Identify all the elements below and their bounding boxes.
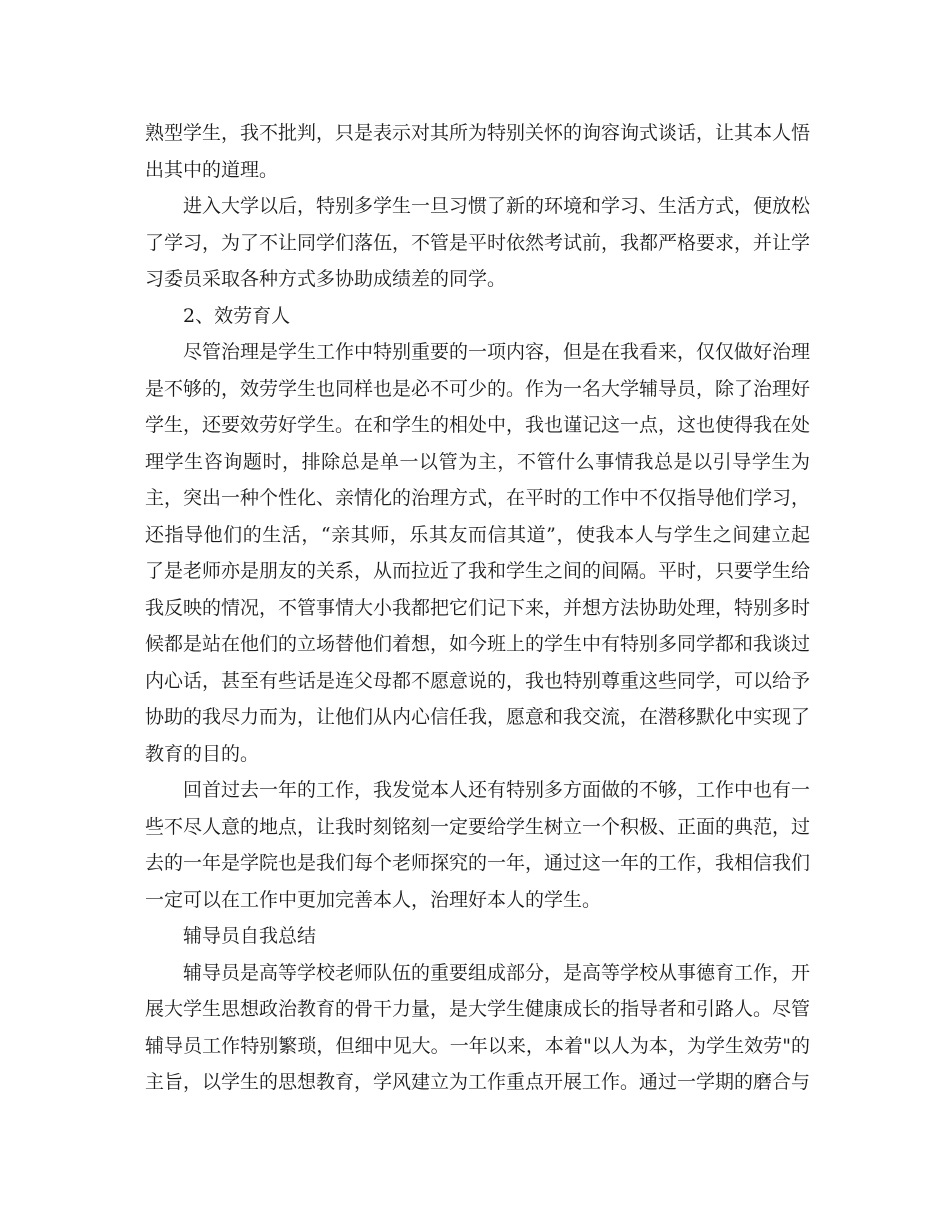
paragraph-continuation: 熟型学生，我不批判，只是表示对其所为特别关怀的询容询式谈话，让其本人悟出其中的道理。 xyxy=(145,122,811,181)
document-body xyxy=(145,115,810,1101)
section-heading-summary: 辅导员自我总结 xyxy=(183,925,317,947)
paragraph-service: 尽管治理是学生工作中特别重要的一项内容，但是在我看来，仅仅做好治理是不够的，效劳学生也同样也是必不可少的。作为一名大学辅导员，除了治理好学生，还要效劳好学生。在和学生的相处中，我也谨记这一点，这也使得我在处理学生咨询题时，排除总是单一以管为主，不管什么事情我总是以引导学生为主，突出一种个性化、亲情化的治理方式，在平时的工作中不仅指导他们学习，还指导他们的生活，“亲其师，乐其友而信其道”，使我本人与学生之间建立起了是老师亦是朋友的关系，从而拉近了我和学生之间的间隔。平时，只要学生给我反映的情况，不管事情大小我都把它们记下来，并想方法协助处理，特别多时候都是站在他们的立场替他们着想，如今班上的学生中有特别多同学都和我谈过内心话，甚至有些话是连父母都不愿意说的，我也特别尊重这些同学，可以给予协助的我尽力而为，让他们从内心信任我，愿意和我交流，在潜移默化中实现了教育的目的。 xyxy=(145,341,811,765)
paragraph-study: 进入大学以后，特别多学生一旦习惯了新的环境和学习、生活方式，便放松了学习，为了不让同学们落伍，不管是平时依然考试前，我都严格要求，并让学习委员采取各种方式多协助成绩差的同学。 xyxy=(145,195,811,290)
paragraph-review: 回首过去一年的工作，我发觉本人还有特别多方面做的不够，工作中也有一些不尽人意的地点，让我时刻铭刻一定要给学生树立一个积极、正面的典范，过去的一年是学院也是我们每个老师探究的一年，通过这一年的工作，我相信我们一定可以在工作中更加完善本人，治理好本人的学生。 xyxy=(145,779,811,911)
section-heading-service: 2、效劳育人 xyxy=(183,304,291,327)
paragraph-summary: 辅导员是高等学校老师队伍的重要组成部分，是高等学校从事德育工作，开展大学生思想政治教育的骨干力量，是大学生健康成长的指导者和引路人。尽管辅导员工作特别繁琐，但细中见大。一年以来，本着"以人为本，为学生效劳"的主旨，以学生的思想教育，学风建立为工作重点开展工作。通过一学期的磨合与 xyxy=(145,961,811,1093)
